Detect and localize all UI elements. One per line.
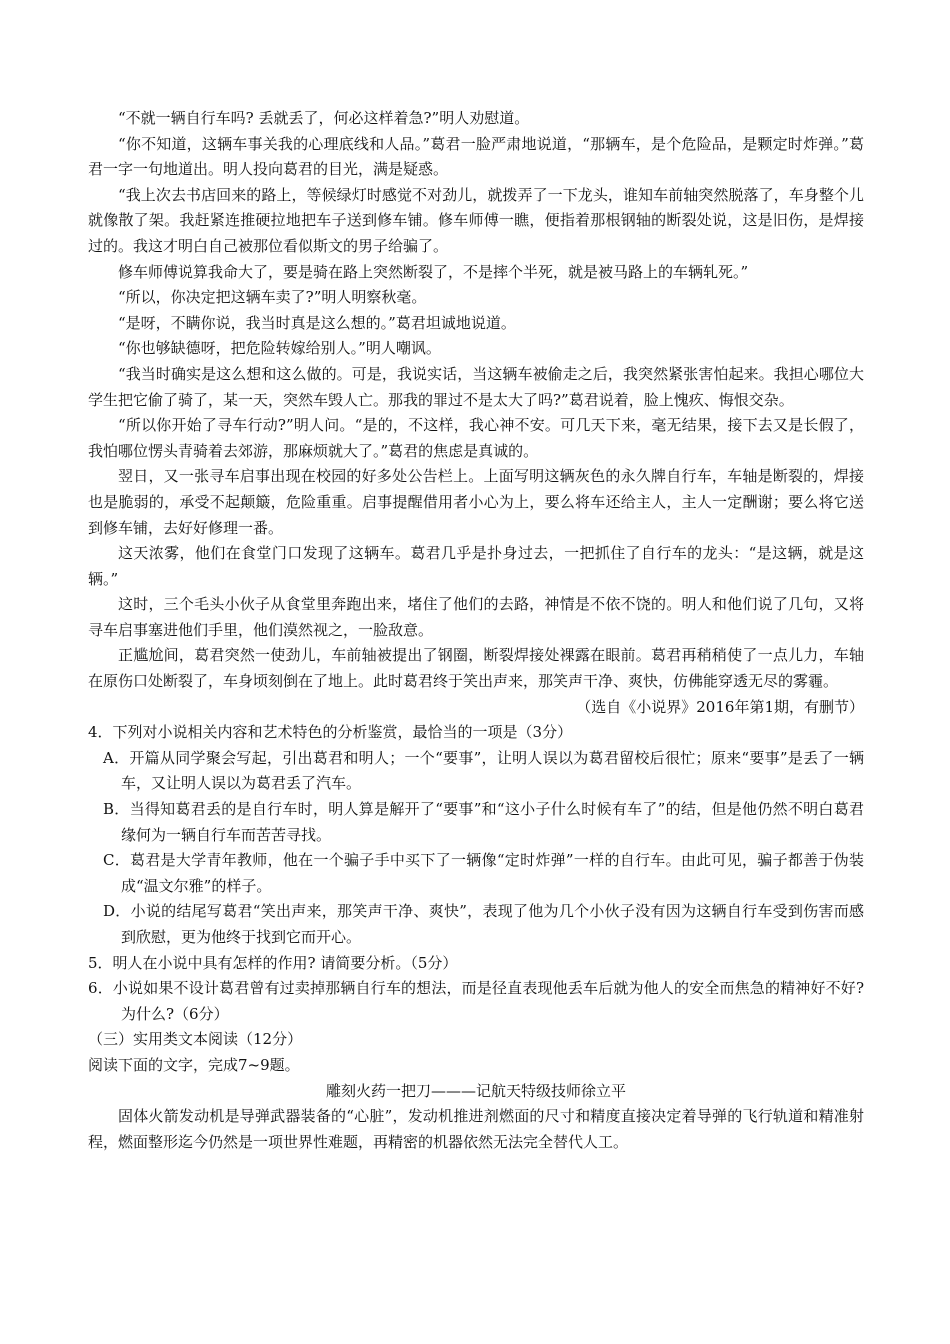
story-paragraph-5: “所以，你决定把这辆车卖了?”明人明察秋毫。 <box>118 288 427 307</box>
story-paragraph-7: “你也够缺德呀，把危险转嫁给别人。”明人嘲讽。 <box>118 339 441 358</box>
question-4-stem: 4．下列对小说相关内容和艺术特色的分析鉴赏，最恰当的一项是（3分） <box>88 723 573 742</box>
story-paragraph-1: “不就一辆自行车吗? 丢就丢了，何必这样着急?”明人劝慰道。 <box>118 109 530 127</box>
article-title: 雕刻火药一把刀———记航天特级技师徐立平 <box>325 1081 626 1100</box>
question-6: 6．小说如果不设计葛君曾有过卖掉那辆自行车的想法，而是径直表现他丢车后就为他人的安全而焦急的精神好不好? 为什么?（6分） <box>88 979 864 1023</box>
question-4-option-a: A．开篇从同学聚会写起，引出葛君和明人；一个“要事”，让明人误以为葛君留校后很忙；原来“要事”是丢了一辆车，又让明人误以为葛君丢了汽车。 <box>103 748 864 793</box>
question-4-option-d: D．小说的结尾写葛君“笑出声来，那笑声干净、爽快”，表现了他为几个小伙子没有因为这辆自行车受到伤害而感到欣慰，更为他终于找到它而开心。 <box>103 902 864 946</box>
question-4-option-c: C．葛君是大学青年教师，他在一个骗子手中买下了一辆像“定时炸弹”一样的自行车。由此可见，骗子都善于伪装成“温文尔雅”的样子。 <box>103 851 864 895</box>
section-3-instruction: 阅读下面的文字，完成7~9题。 <box>88 1055 300 1074</box>
story-paragraph-12: 这时，三个毛头小伙子从食堂里奔跑出来，堵住了他们的去路，神情是不依不饶的。明人和他们说了几句，又将寻车启事塞进他们手里，他们漠然视之，一脸敌意。 <box>88 595 864 639</box>
story-paragraph-10: 翌日，又一张寻车启事出现在校园的好多处公告栏上。上面写明这辆灰色的永久牌自行车，车轴是断裂的，焊接也是脆弱的，承受不起颠簸，危险重重。启事提醒借用者小心为上，要么将车还给主人，主人一定酬谢；要么将它送到修车铺，去好好修理一番。 <box>88 467 864 537</box>
document-page <box>88 106 864 1155</box>
article-paragraph-1: 固体火箭发动机是导弹武器装备的“心脏”，发动机推进剂燃面的尺寸和精度直接决定着导弹的飞行轨道和精准射程，燃面整形迄今仍然是一项世界性难题，再精密的机器依然无法完全替代人工。 <box>88 1107 864 1151</box>
story-paragraph-4: 修车师傅说算我命大了，要是骑在路上突然断裂了，不是摔个半死，就是被马路上的车辆轧死。” <box>118 262 749 281</box>
question-5: 5．明人在小说中具有怎样的作用? 请简要分析。（5分） <box>88 953 458 972</box>
story-paragraph-9: “所以你开始了寻车行动?”明人问。“是的，不这样，我心神不安。可几天下来，毫无结果，接下去又是长假了，我怕哪位愣头青骑着去郊游，那麻烦就大了。”葛君的焦虑是真诚的。 <box>88 416 864 460</box>
section-3-heading: （三）实用类文本阅读（12分） <box>88 1030 303 1049</box>
story-paragraph-13: 正尴尬间，葛君突然一使劲儿，车前轴被提出了钢圈，断裂焊接处裸露在眼前。葛君再稍稍使了一点儿力，车轴在原伤口处断裂了，车身顷刻倒在了地上。此时葛君终于笑出声来，那笑声干净、爽快，仿佛能穿透无尽的雾霾。 <box>88 646 864 691</box>
question-4-option-b: B．当得知葛君丢的是自行车时，明人算是解开了“要事”和“这小子什么时候有车了”的结，但是他仍然不明白葛君缘何为一辆自行车而苦苦寻找。 <box>103 800 864 844</box>
story-paragraph-6: “是呀，不瞒你说，我当时真是这么想的。”葛君坦诚地说道。 <box>118 313 516 332</box>
story-paragraph-2: “你不知道，这辆车事关我的心理底线和人品。”葛君一脸严肃地说道，“那辆车，是个危险品，是颗定时炸弹。”葛君一字一句地道出。明人投向葛君的目光，满是疑惑。 <box>88 134 864 179</box>
story-paragraph-11: 这天浓雾，他们在食堂门口发现了这辆车。葛君几乎是扑身过去，一把抓住了自行车的龙头：“是这辆，就是这辆。” <box>88 544 864 588</box>
story-paragraph-3: “我上次去书店回来的路上，等候绿灯时感觉不对劲儿，就拨弄了一下龙头，谁知车前轴突然脱落了，车身整个儿就像散了架。我赶紧连推硬拉地把车子送到修车铺。修车师傅一瞧，便指着那根钢轴的断裂处说，这是旧伤，是焊接过的。我这才明白自己被那位看似斯文的男子给骗了。 <box>88 185 864 255</box>
story-source: （选自《小说界》2016年第1期，有删节） <box>576 697 864 716</box>
story-paragraph-8: “我当时确实是这么想和这么做的。可是，我说实话，当这辆车被偷走之后，我突然紧张害怕起来。我担心哪位大学生把它偷了骑了，某一天，突然车毁人亡。那我的罪过不是太大了吗?”葛君说着，脸上愧疚、悔恨交杂。 <box>88 364 864 409</box>
